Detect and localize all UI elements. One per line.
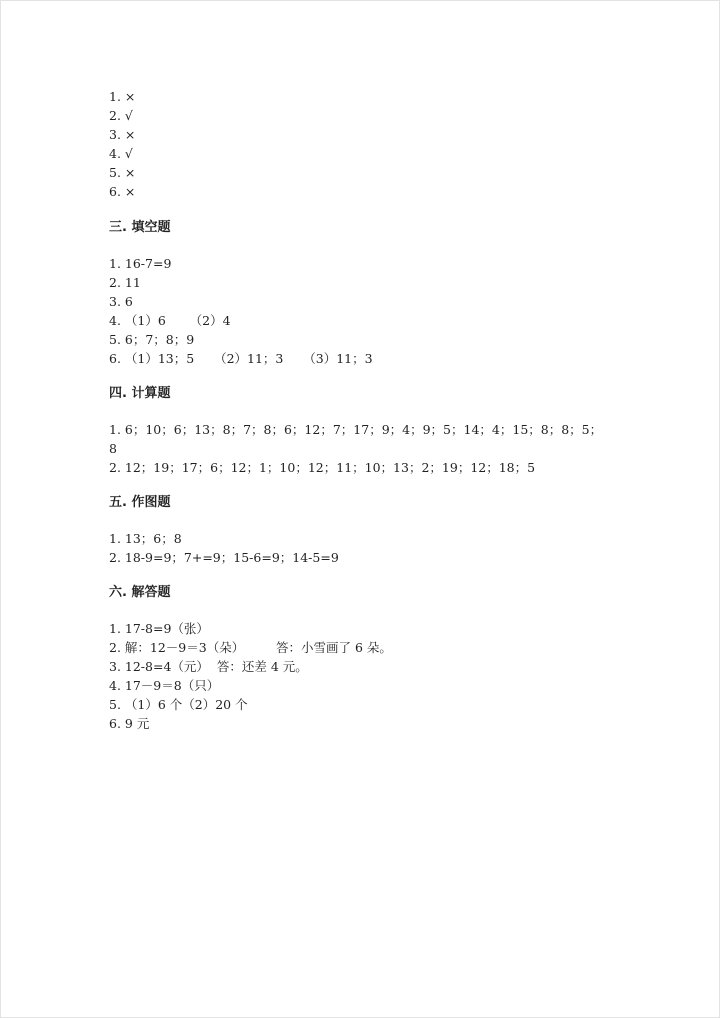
answer-line: 5. 6；7；8；9 — [109, 332, 195, 347]
answer-line: 2. 11 — [109, 275, 141, 290]
answer-line: 4. 17－9＝8（只） — [109, 678, 220, 693]
section-title: 四. 计算题 — [109, 386, 171, 401]
section-calculation-answers — [109, 420, 609, 477]
answer-line: 3. 12-8=4（元） 答：还差 4 元。 — [109, 659, 308, 674]
answer-line: 1. 13；6；8 — [109, 531, 182, 546]
answer-line: 2. √ — [109, 108, 133, 123]
section-word-problems — [109, 583, 629, 602]
section-title: 六. 解答题 — [109, 585, 171, 600]
section-drawing — [109, 493, 629, 512]
answer-line: 3. × — [109, 127, 136, 142]
answer-line: 1. 6；10；6；13；8；7；8；6；12；7；17；9；4；9；5；14；4；15；8；8；5；8 — [109, 422, 603, 456]
answer-line: 2. 18-9=9；7+=9；15-6=9；14-5=9 — [109, 550, 339, 565]
section-calculation — [109, 384, 629, 403]
section-fill-blank — [109, 218, 629, 237]
section-judgement-answers — [109, 87, 629, 201]
answer-line: 5. （1）6 个（2）20 个 — [109, 697, 248, 712]
answer-line: 1. × — [109, 89, 136, 104]
section-title: 五. 作图题 — [109, 495, 171, 510]
answer-line: 6. （1）13；5 （2）11；3 （3）11；3 — [109, 351, 373, 366]
section-drawing-answers — [109, 529, 629, 567]
answer-line: 6. 9 元 — [109, 716, 150, 731]
answer-line: 1. 16-7=9 — [109, 256, 172, 271]
answer-line: 4. √ — [109, 146, 133, 161]
answer-line: 5. × — [109, 165, 136, 180]
answer-line: 1. 17-8=9（张） — [109, 621, 209, 636]
answer-line: 3. 6 — [109, 294, 133, 309]
section-fill-blank-answers — [109, 254, 629, 368]
answer-line: 4. （1）6 （2）4 — [109, 313, 231, 328]
answer-line: 2. 解：12－9＝3（朵） 答：小雪画了 6 朵。 — [109, 640, 392, 655]
section-word-problems-answers — [109, 619, 629, 733]
answer-line: 2. 12；19；17；6；12；1；10；12；11；10；13；2；19；12；18；5 — [109, 460, 536, 475]
answer-line: 6. × — [109, 184, 136, 199]
section-title: 三. 填空题 — [109, 220, 171, 235]
